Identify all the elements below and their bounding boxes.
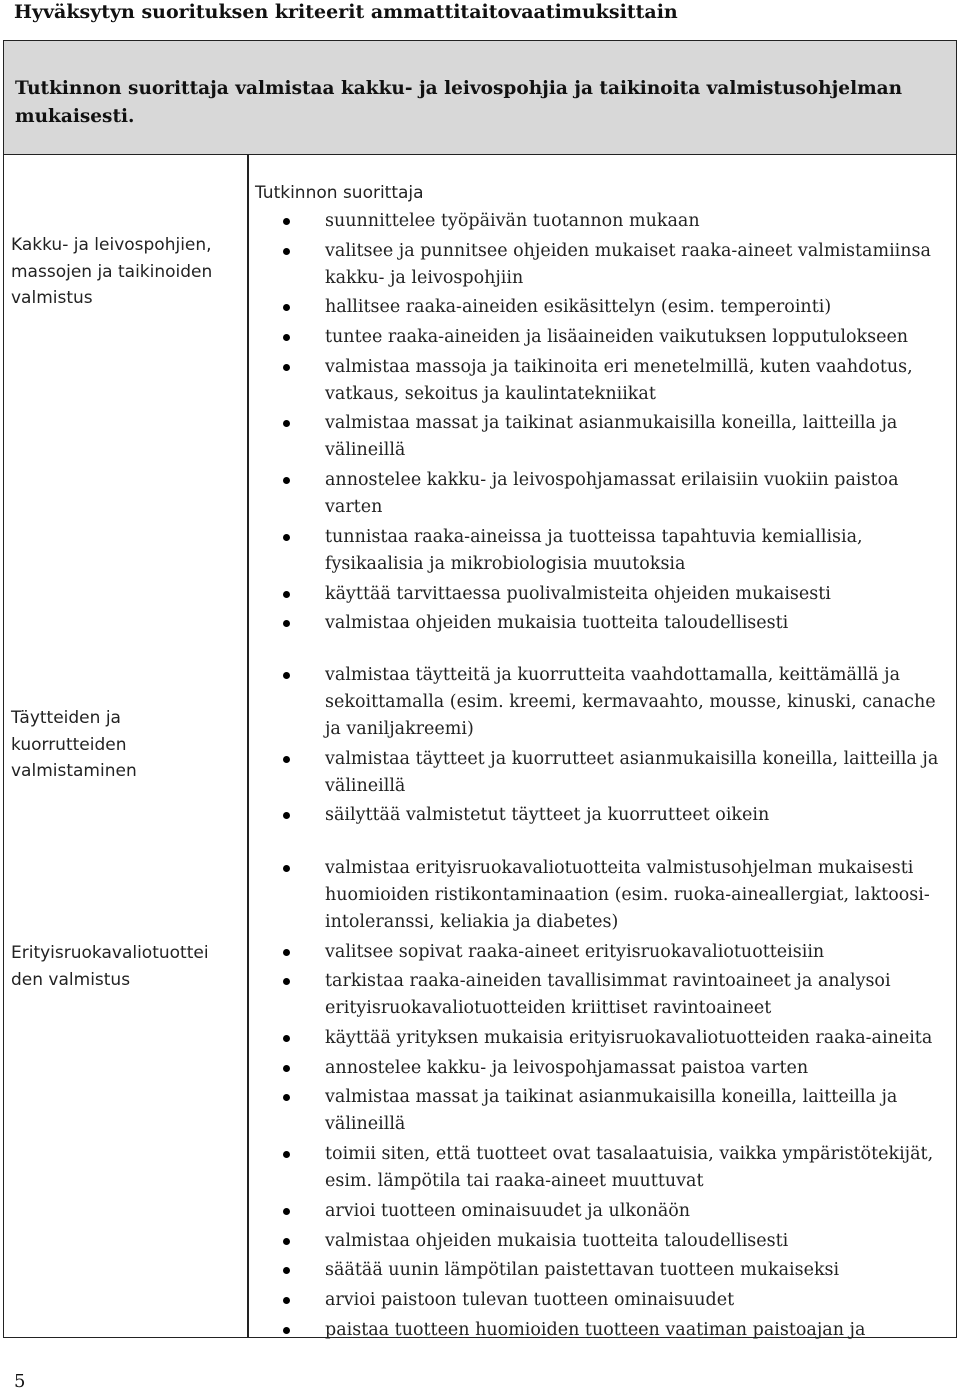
criteria-item: käyttää tarvittaessa puolivalmisteita ohjeiden mukaisesti <box>255 581 945 608</box>
criteria-item: arvioi tuotteen ominaisuudet ja ulkonäön <box>255 1198 945 1225</box>
criteria-item: valmistaa erityisruokavaliotuotteita valmistusohjelman mukaisesti huomioiden ristikontaminaation (esim. ruoka-aineallergiat, laktoosi-intoleranssi, keliakia ja diabetes) <box>255 855 945 936</box>
criteria-item: valitsee sopivat raaka-aineet erityisruokavaliotuotteisiin <box>255 939 945 966</box>
criteria-item: valitsee ja punnitsee ohjeiden mukaiset raaka-aineet valmistamiinsa kakku- ja leivospohjiin <box>255 238 945 292</box>
criteria-item: annostelee kakku- ja leivospohjamassat paistoa varten <box>255 1055 945 1082</box>
criteria-item: valmistaa massoja ja taikinoita eri menetelmillä, kuten vaahdotus, vatkaus, sekoitus ja kaulintatekniikat <box>255 354 945 408</box>
criteria-item: tuntee raaka-aineiden ja lisäaineiden vaikutuksen lopputulokseen <box>255 324 945 351</box>
criteria-item: valmistaa ohjeiden mukaisia tuotteita taloudellisesti <box>255 1228 945 1255</box>
criteria-list-fillings <box>255 662 945 832</box>
row-label-fillings: Täytteiden ja kuorrutteiden valmistaminen <box>11 708 137 781</box>
criteria-item: säätää uunin lämpötilan paistettavan tuotteen mukaiseksi <box>255 1257 945 1284</box>
column-divider <box>247 154 249 1338</box>
criteria-item: paistaa tuotteen huomioiden tuotteen vaatiman paistoajan ja <box>255 1317 945 1344</box>
page-number: 5 <box>14 1371 26 1392</box>
criteria-item: toimii siten, että tuotteet ovat tasalaatuisia, vaikka ympäristötekijät, esim. lämpötila tai raaka-aineet muuttuvat <box>255 1141 945 1195</box>
criteria-item: tunnistaa raaka-aineissa ja tuotteissa tapahtuvia kemiallisia, fysikaalisia ja mikrobiologisia muutoksia <box>255 524 945 578</box>
row-label-special-diet: Erityisruokavaliotuottei den valmistus <box>11 943 209 990</box>
criteria-item: hallitsee raaka-aineiden esikäsittelyn (esim. temperointi) <box>255 294 945 321</box>
page-heading: Hyväksytyn suorituksen kriteerit ammattitaitovaatimuksittain <box>14 1 678 23</box>
goal-statement: Tutkinnon suorittaja valmistaa kakku- ja leivospohjia ja taikinoita valmistusohjelman mukaisesti. <box>4 41 956 155</box>
criteria-item: valmistaa massat ja taikinat asianmukaisilla koneilla, laitteilla ja välineillä <box>255 1084 945 1138</box>
criteria-item: suunnittelee työpäivän tuotannon mukaan <box>255 208 945 235</box>
criteria-item: arvioi paistoon tulevan tuotteen ominaisuudet <box>255 1287 945 1314</box>
criteria-item: tarkistaa raaka-aineiden tavallisimmat ravintoaineet ja analysoi erityisruokavaliotuotteiden kriittiset ravintoaineet <box>255 968 945 1022</box>
criteria-list-doughs <box>255 208 945 640</box>
row-label-doughs: Kakku- ja leivospohjien, massojen ja taikinoiden valmistus <box>11 235 213 308</box>
criteria-item: valmistaa täytteet ja kuorrutteet asianmukaisilla koneilla, laitteilla ja välineillä <box>255 746 945 800</box>
criteria-item: valmistaa ohjeiden mukaisia tuotteita taloudellisesti <box>255 610 945 637</box>
criteria-item: valmistaa massat ja taikinat asianmukaisilla koneilla, laitteilla ja välineillä <box>255 410 945 464</box>
criteria-list-special-diet <box>255 855 945 1346</box>
criteria-item: käyttää yrityksen mukaisia erityisruokavaliotuotteiden raaka-aineita <box>255 1025 945 1052</box>
criteria-item: säilyttää valmistetut täytteet ja kuorrutteet oikein <box>255 802 945 829</box>
criteria-item: valmistaa täytteitä ja kuorrutteita vaahdottamalla, keittämällä ja sekoittamalla (esim. kreemi, kermavaahto, mousse, kinuski, canache ja vaniljakreemi) <box>255 662 945 743</box>
criteria-item: annostelee kakku- ja leivospohjamassat erilaisiin vuokiin paistoa varten <box>255 467 945 521</box>
criteria-intro: Tutkinnon suorittaja <box>255 183 424 203</box>
